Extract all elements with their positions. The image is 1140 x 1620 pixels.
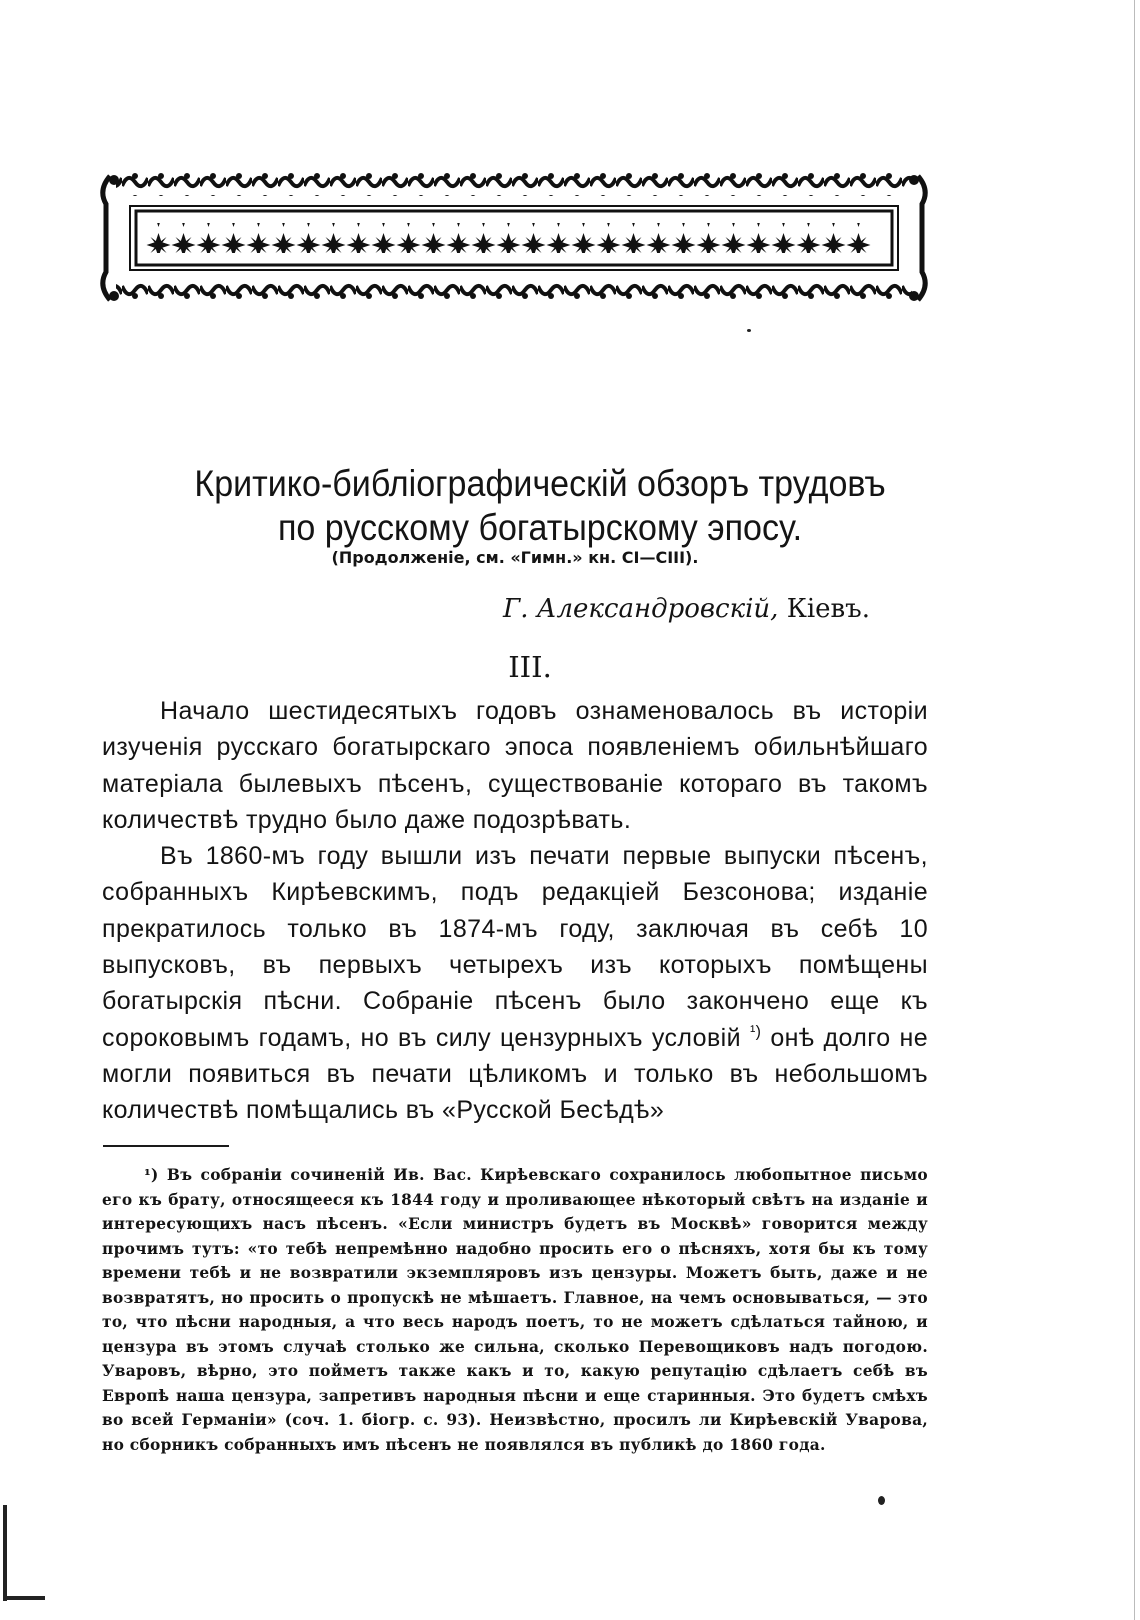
scan-speck <box>747 329 751 332</box>
continuation-note: (Продолженіе, см. «Гимн.» кн. CI—CIII). <box>331 548 699 567</box>
footnote <box>102 1163 928 1457</box>
paragraph-2-text-b: онѣ долго не могли появиться въ печати цѣликомъ и только въ небольшомъ количествѣ помѣщались въ «Русской Бесѣдѣ» <box>102 1023 929 1125</box>
byline <box>480 594 870 624</box>
footnote-reference[interactable]: ¹) <box>749 1023 762 1041</box>
scan-mark-left <box>3 1505 7 1601</box>
title-line-2: по русскому богатырскому эпосу. <box>277 507 803 548</box>
ornament-headpiece <box>96 170 932 306</box>
title-line-1: Критико-библіографическій обзоръ трудовъ <box>194 463 886 504</box>
paragraph-2 <box>102 838 928 1128</box>
paragraph-1: Начало шестидесятыхъ годовъ ознаменовалось въ исторіи изученія русскаго богатырскаго эпоса появленіемъ обильнѣйшаго матеріала былевыхъ пѣсенъ, существованіе котораго въ такомъ количествѣ трудно было даже подозрѣвать. <box>102 697 928 834</box>
scan-speck <box>878 1496 885 1505</box>
author-city: Кіевъ. <box>786 594 870 624</box>
section-number: III. <box>508 650 552 684</box>
author-name: Г. Александровскій, <box>503 594 779 624</box>
body-text <box>102 693 928 1129</box>
footnote-divider <box>103 1145 229 1147</box>
footnote-text: ¹) Въ собраніи сочиненій Ив. Вас. Кирѣевскаго сохранилось любопытное письмо его къ брату, относящееся къ 1844 году и проливающее нѣкоторый свѣтъ на изданіе и интересующихъ насъ пѣсенъ. «Если министръ будетъ въ Москвѣ» говорится между прочимъ тутъ: «то тебѣ непремѣнно надобно просить его о пѣсняхъ, хотя бы къ тому времени тебѣ и не возвратили экземпляровъ изъ цензуры. Можетъ быть, даже и не возвратятъ, но просить о пропускѣ не мѣшаетъ. Главное, на чемъ основываться, — это то, что пѣсни народныя, а что весь народъ поетъ, то не можетъ сдѣлаться тайною, и цензура въ этомъ случаѣ столько же сильна, сколько Перевощиковъ надъ погодою. Уваровъ, вѣрно, это пойметъ также какъ и то, какую репутацію сдѣлаетъ себѣ въ Европѣ наша цензура, запретивъ народныя пѣсни и еще старинныя. Это будетъ смѣхъ во всей Германіи» (соч. 1. біогр. с. 93). Неизвѣстно, просилъ ли Кирѣевскій Уварова, но сборникъ собранныхъ имъ пѣсенъ не появлялся въ публикѣ до 1860 года. <box>102 1166 928 1454</box>
article-title <box>135 462 945 550</box>
page-edge-line <box>1134 0 1135 1620</box>
paragraph-2-text-a: Въ 1860-мъ году вышли изъ печати первые выпуски пѣсенъ, собранныхъ Кирѣевскимъ, подъ редакціей Безсонова; изданіе прекратилось только въ 1874-мъ году, заключая въ себѣ 10 выпусковъ, въ первыхъ четырехъ изъ которыхъ помѣщены богатырскія пѣсни. Собраніе пѣсенъ было закончено еще къ сороковымъ годамъ, но въ силу цензурныхъ условій <box>102 842 928 1052</box>
scan-mark-corner <box>3 1596 45 1600</box>
